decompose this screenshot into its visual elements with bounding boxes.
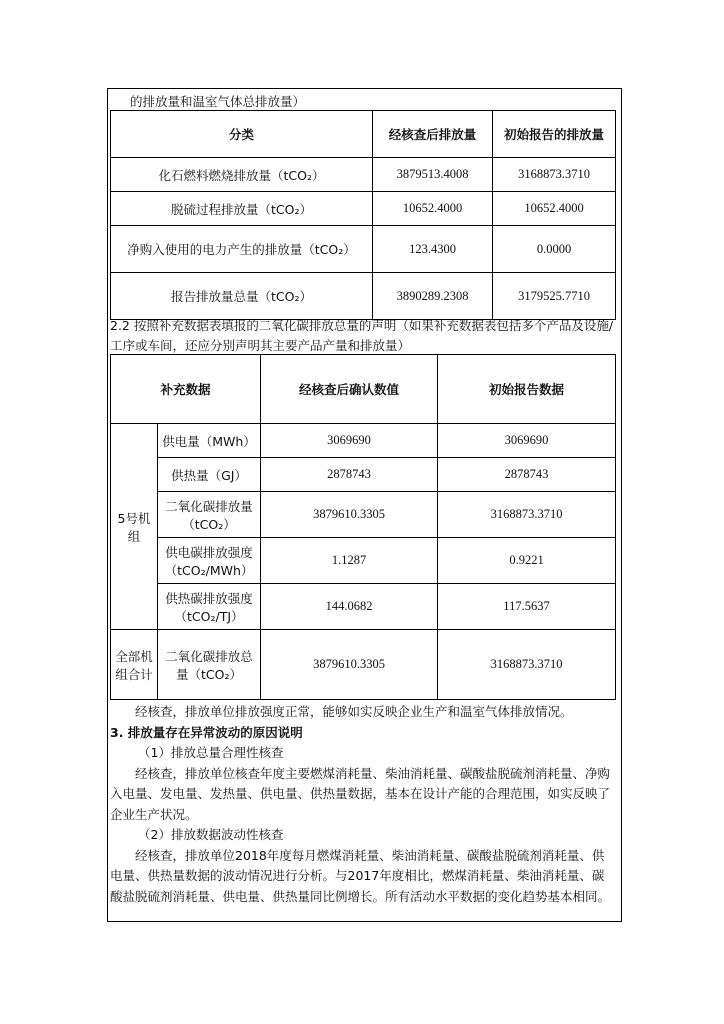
table-row — [111, 630, 616, 700]
header-verified: 经核查后排放量 — [373, 111, 493, 158]
row-initial: 3168873.3710 — [493, 158, 616, 192]
intro-text: 的排放量和温室气体总排放量） — [130, 94, 306, 109]
row-verified: 1.1287 — [261, 538, 438, 584]
row-verified: 3879610.3305 — [261, 630, 438, 700]
row-initial: 2878743 — [438, 458, 616, 492]
table-header-row — [111, 111, 616, 158]
body-text — [110, 702, 615, 907]
subheading-1: （1）排放总量合理性核查 — [138, 745, 284, 760]
table-row — [111, 192, 616, 226]
section-2-2-text: 2.2 按照补充数据表填报的二氧化碳排放总量的声明（如果补充数据表包括多个产品及设施/工序或车间，还应分别声明其主要产品产量和排放量） — [110, 318, 614, 353]
header-initial: 初始报告的排放量 — [493, 111, 616, 158]
header-category: 分类 — [111, 111, 373, 158]
row-label: 供电碳排放强度（tCO₂/MWh） — [158, 538, 261, 584]
table-row — [111, 458, 616, 492]
table-row — [111, 226, 616, 273]
row-label: 二氧化碳排放量（tCO₂） — [158, 492, 261, 538]
row-label: 净购入使用的电力产生的排放量（tCO₂） — [111, 226, 373, 273]
row-verified: 2878743 — [261, 458, 438, 492]
row-verified: 3069690 — [261, 424, 438, 458]
header-supplementary: 补充数据 — [111, 355, 261, 424]
row-initial: 3168873.3710 — [438, 630, 616, 700]
row-verified: 3890289.2308 — [373, 273, 493, 320]
supplementary-table — [110, 354, 616, 700]
table-row — [111, 273, 616, 320]
group-unit-5: 5号机组 — [111, 424, 158, 630]
emissions-table — [110, 110, 616, 320]
row-verified: 3879513.4008 — [373, 158, 493, 192]
row-verified: 3879610.3305 — [261, 492, 438, 538]
section-3-heading: 3. 排放量存在异常波动的原因说明 — [110, 724, 303, 740]
row-initial: 117.5637 — [438, 584, 616, 630]
row-verified: 123.4300 — [373, 226, 493, 273]
row-label: 二氧化碳排放总量（tCO₂） — [158, 630, 261, 700]
paragraph-1: 经核查，排放单位核查年度主要燃煤消耗量、柴油消耗量、碳酸盐脱硫剂消耗量、净购入电量、发电量、发热量、供电量、供热量数据，基本在设计产能的合理范围，如实反映了企业生产状况。 — [110, 765, 611, 822]
row-initial: 10652.4000 — [493, 192, 616, 226]
header-initial: 初始报告数据 — [438, 355, 616, 424]
table-row — [111, 538, 616, 584]
row-label: 供电量（MWh） — [158, 424, 261, 458]
paragraph-2: 经核查，排放单位2018年度每月燃煤消耗量、柴油消耗量、碳酸盐脱硫剂消耗量、供电量、供热量数据的波动情况进行分析。与2017年度相比，燃煤消耗量、柴油消耗量、碳酸盐脱硫剂消耗量、供电量、供热量同比例增长。所有活动水平数据的变化趋势基本相同。 — [110, 847, 611, 904]
group-all-units: 全部机组合计 — [111, 630, 158, 700]
row-initial: 3069690 — [438, 424, 616, 458]
header-verified: 经核查后确认数值 — [261, 355, 438, 424]
table-row — [111, 492, 616, 538]
table-row — [111, 584, 616, 630]
conclusion-text: 经核查，排放单位排放强度正常，能够如实反映企业生产和温室气体排放情况。 — [135, 704, 573, 719]
row-initial: 0.0000 — [493, 226, 616, 273]
row-label: 供热碳排放强度（tCO₂/TJ） — [158, 584, 261, 630]
table-row — [111, 424, 616, 458]
table-row — [111, 158, 616, 192]
row-initial: 3179525.7710 — [493, 273, 616, 320]
row-initial: 3168873.3710 — [438, 492, 616, 538]
row-label: 化石燃料燃烧排放量（tCO₂） — [111, 158, 373, 192]
row-label: 脱硫过程排放量（tCO₂） — [111, 192, 373, 226]
subheading-2: （2）排放数据波动性核查 — [138, 827, 284, 842]
row-label: 报告排放量总量（tCO₂） — [111, 273, 373, 320]
table-header-row — [111, 355, 616, 424]
row-label: 供热量（GJ） — [158, 458, 261, 492]
row-initial: 0.9221 — [438, 538, 616, 584]
row-verified: 10652.4000 — [373, 192, 493, 226]
row-verified: 144.0682 — [261, 584, 438, 630]
